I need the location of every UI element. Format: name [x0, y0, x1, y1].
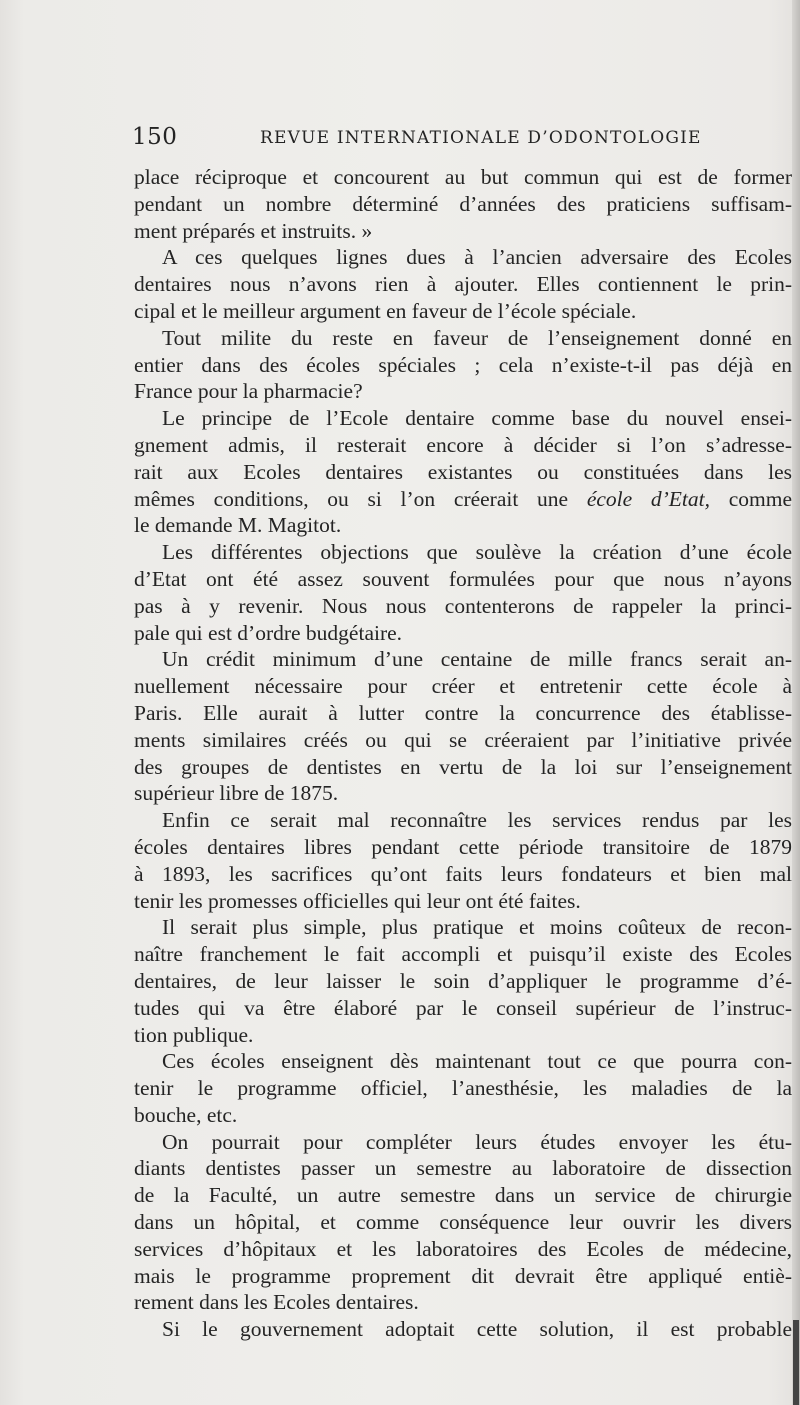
text-line: gnement admis, il resterait encore à décider si l’on s’adresse-	[134, 432, 792, 457]
text-segment: comme	[710, 486, 792, 511]
text-line: bouche, etc.	[134, 1102, 238, 1127]
text-line: Paris. Elle aurait à lutter contre la concurrence des établisse-	[134, 700, 792, 725]
text-line: d’Etat ont été assez souvent formulées pour que nous n’ayons	[134, 566, 792, 591]
text-line: Le principe de l’Ecole dentaire comme base du nouvel ensei-	[162, 406, 792, 431]
text-line: supérieur libre de 1875.	[134, 781, 339, 806]
text-line: ment préparés et instruits. »	[134, 218, 373, 243]
text-line: le demande M. Magitot.	[134, 513, 342, 538]
text-line: mais le programme proprement dit devrait être appliqué entiè-	[134, 1263, 792, 1288]
text-line: Ces écoles enseignent dès maintenant tout ce que pourra con-	[162, 1049, 792, 1074]
text-line: dentaires, de leur laisser le soin d’appliquer le programme d’é-	[134, 968, 792, 993]
text-line: tenir le programme officiel, l’anesthésie, les maladies de la	[134, 1076, 792, 1101]
text-line: de la Faculté, un autre semestre dans un service de chirurgie	[134, 1183, 792, 1208]
text-line: tion publique.	[134, 1022, 254, 1047]
text-line: des groupes de dentistes en vertu de la loi sur l’enseignement	[134, 754, 792, 779]
body-text	[134, 164, 792, 1343]
text-line: A ces quelques lignes dues à l’ancien adversaire des Ecoles	[162, 245, 792, 270]
text-line: diants dentistes passer un semestre au laboratoire de dissection	[134, 1156, 792, 1181]
text-line: entier dans des écoles spéciales ; cela n’existe-t-il pas déjà en	[134, 352, 792, 377]
text-line: pas à y revenir. Nous nous contenterons de rappeler la princi-	[134, 593, 792, 618]
text-line: Les différentes objections que soulève la création d’une école	[162, 540, 792, 565]
page-number: 150	[132, 124, 178, 150]
text-line: Enfin ce serait mal reconnaître les services rendus par les	[162, 808, 792, 833]
text-line: services d’hôpitaux et les laboratoires des Ecoles de médecine,	[134, 1236, 792, 1261]
text-segment: mêmes conditions, ou si l’on créerait une	[134, 486, 587, 511]
page-header	[132, 124, 772, 152]
page-edge	[792, 0, 800, 1405]
text-line: à 1893, les sacrifices qu’ont faits leurs fondateurs et bien mal	[134, 861, 792, 886]
text-line: dentaires nous n’avons rien à ajouter. Elles contiennent le prin-	[134, 272, 792, 297]
text-line: nuellement nécessaire pour créer et entretenir cette école à	[134, 674, 792, 699]
text-line: France pour la pharmacie?	[134, 379, 363, 404]
text-line: écoles dentaires libres pendant cette période transitoire de 1879	[134, 834, 792, 859]
text-line: dans un hôpital, et comme conséquence leur ouvrir les divers	[134, 1210, 792, 1235]
text-line: place réciproque et concourent au but commun qui est de former	[134, 165, 792, 189]
italic-term: école d’Etat,	[586, 486, 710, 511]
text-line: On pourrait pour compléter leurs études envoyer les étu-	[162, 1129, 792, 1154]
text-line: naître franchement le fait accompli et puisqu’il existe des Ecoles	[134, 942, 792, 967]
text-line: rait aux Ecoles dentaires existantes ou constituées dans les	[134, 459, 792, 484]
text-line: ments similaires créés ou qui se créeraient par l’initiative privée	[134, 727, 792, 752]
edge-mark	[793, 1320, 799, 1405]
text-line: rement dans les Ecoles dentaires.	[134, 1290, 419, 1315]
text-line: Si le gouvernement adoptait cette solution, il est probable	[162, 1317, 792, 1342]
text-line: tenir les promesses officielles qui leur ont été faites.	[134, 888, 581, 913]
text-line: pendant un nombre déterminé d’années des praticiens suffisam-	[134, 191, 792, 216]
text-line: cipal et le meilleur argument en faveur de l’école spéciale.	[134, 298, 637, 323]
running-head: REVUE INTERNATIONALE D’ODONTOLOGIE	[260, 128, 702, 148]
text-line: Un crédit minimum d’une centaine de mille francs serait an-	[162, 647, 792, 672]
text-line: Il serait plus simple, plus pratique et moins coûteux de recon-	[162, 915, 792, 940]
text-line	[134, 486, 792, 513]
text-line: pale qui est d’ordre budgétaire.	[134, 620, 403, 645]
text-line: Tout milite du reste en faveur de l’enseignement donné en	[162, 325, 792, 350]
text-line: tudes qui va être élaboré par le conseil supérieur de l’instruc-	[134, 995, 792, 1020]
